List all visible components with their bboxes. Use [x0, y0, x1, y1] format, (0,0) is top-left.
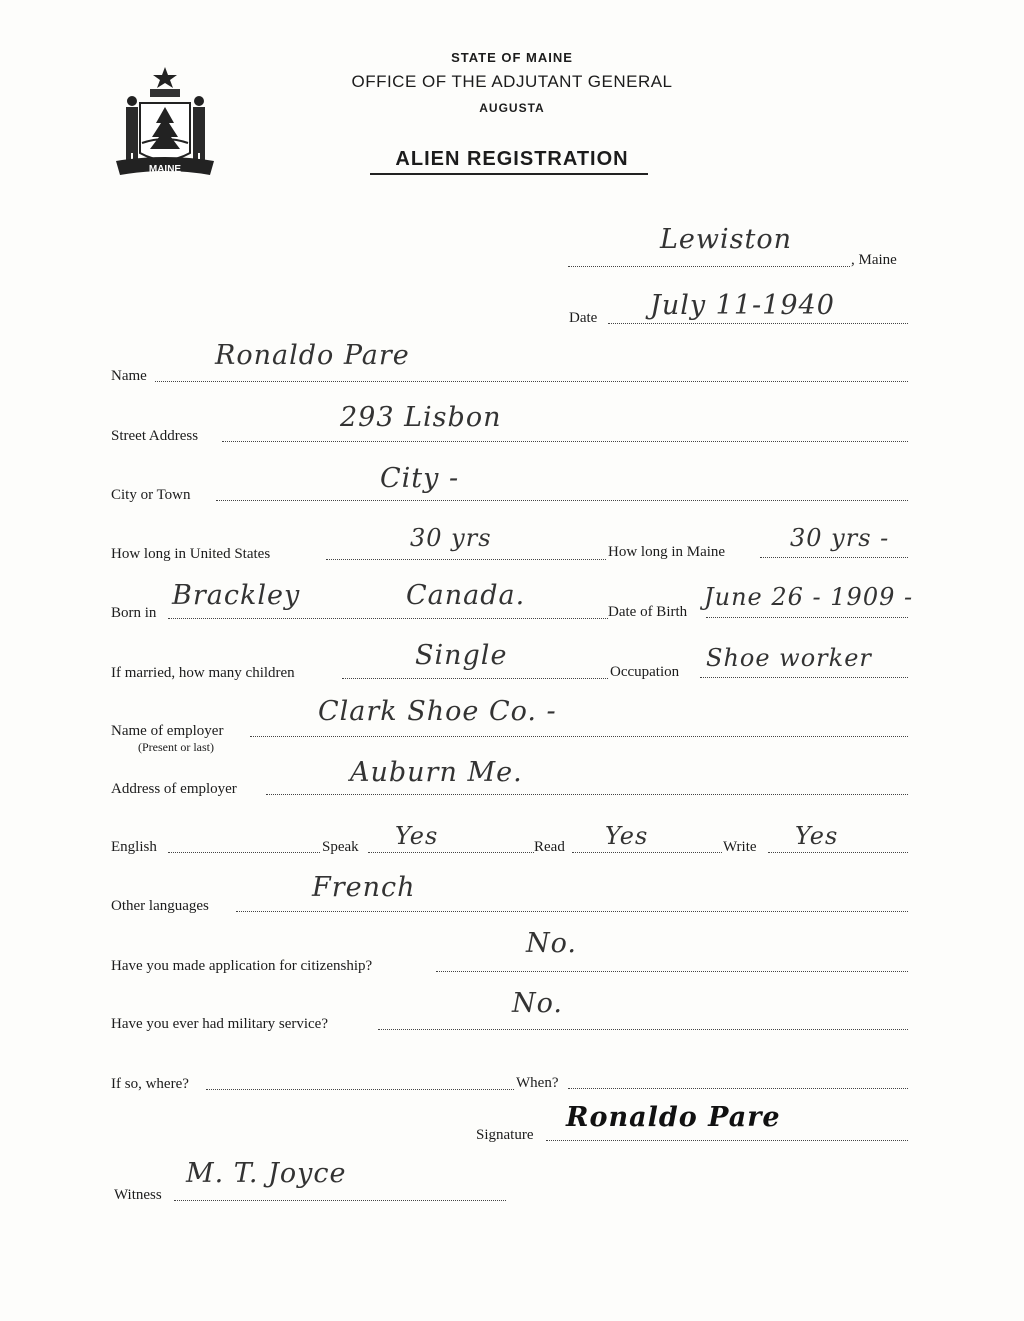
svg-text:MAINE: MAINE — [148, 164, 182, 175]
born-country: Canada. — [406, 580, 526, 611]
military-label: Have you ever had military service? — [111, 1016, 328, 1032]
employer-addr-label: Address of employer — [111, 781, 237, 797]
read-label: Read — [534, 839, 565, 855]
speak-value: Yes — [395, 822, 439, 850]
born-line — [168, 618, 608, 619]
maine-value: Lewiston — [660, 224, 793, 255]
street-line — [222, 441, 908, 442]
speak-line — [368, 852, 534, 853]
children-value: Single — [415, 640, 508, 671]
witness-label: Witness — [114, 1187, 162, 1203]
witness-line — [174, 1200, 506, 1201]
english-label: English — [111, 839, 157, 855]
born-label: Born in — [111, 605, 157, 621]
write-value: Yes — [795, 822, 839, 850]
write-label: Write — [723, 839, 757, 855]
children-line — [342, 678, 608, 679]
city-label: City or Town — [111, 487, 191, 503]
read-line — [572, 852, 722, 853]
employer-sub: (Present or last) — [138, 740, 214, 754]
maine-long-label: How long in Maine — [608, 544, 726, 560]
where-label: If so, where? — [111, 1076, 189, 1092]
employer-addr-line — [266, 794, 908, 795]
when-line — [568, 1088, 908, 1089]
title-underline — [370, 173, 648, 175]
occupation-line — [700, 677, 908, 678]
maine-line — [568, 266, 850, 267]
speak-label: Speak — [322, 839, 359, 855]
employer-line — [250, 736, 908, 737]
occupation-value: Shoe worker — [706, 644, 872, 672]
other-lang-line — [236, 911, 908, 912]
us-line — [326, 559, 606, 560]
street-label: Street Address — [111, 428, 199, 444]
form-title: ALIEN REGISTRATION — [395, 148, 629, 170]
military-value: No. — [512, 988, 563, 1019]
english-line — [168, 852, 320, 853]
write-line — [768, 852, 908, 853]
read-value: Yes — [605, 822, 649, 850]
name-value: Ronaldo Pare — [215, 340, 410, 371]
employer-value: Clark Shoe Co. - — [318, 696, 557, 727]
dob-line — [706, 617, 908, 618]
signature-label: Signature — [476, 1127, 534, 1143]
us-value: 30 yrs — [410, 524, 492, 552]
maine-long-value: 30 yrs - — [790, 524, 890, 552]
header-city: AUGUSTA — [479, 101, 545, 115]
other-lang-value: French — [312, 872, 416, 903]
us-label: How long in United States — [111, 546, 271, 562]
citizenship-line — [436, 971, 908, 972]
military-line — [378, 1029, 908, 1030]
employer-addr-value: Auburn Me. — [350, 757, 523, 788]
occupation-label: Occupation — [610, 664, 680, 680]
born-value: Brackley — [172, 580, 301, 611]
street-value: 293 Lisbon — [340, 402, 502, 433]
maine-long-line — [760, 557, 908, 558]
dob-label: Date of Birth — [608, 604, 688, 620]
when-label: When? — [516, 1075, 559, 1091]
signature-line — [546, 1140, 908, 1141]
name-line — [155, 381, 908, 382]
date-value: July 11-1940 — [650, 290, 835, 321]
header-office: OFFICE OF THE ADJUTANT GENERAL — [351, 72, 673, 91]
header-state: STATE OF MAINE — [451, 50, 573, 65]
children-label: If married, how many children — [111, 665, 295, 681]
date-line — [608, 323, 908, 324]
witness-value: M. T. Joyce — [186, 1158, 347, 1189]
signature-value: Ronaldo Pare — [566, 1102, 781, 1133]
citizenship-value: No. — [526, 928, 577, 959]
employer-label: Name of employer — [111, 723, 224, 739]
maine-label: , Maine — [851, 252, 897, 268]
name-label: Name — [111, 368, 147, 384]
citizenship-label: Have you made application for citizenship? — [111, 958, 373, 974]
where-line — [206, 1089, 514, 1090]
other-lang-label: Other languages — [111, 898, 209, 914]
date-label: Date — [569, 310, 598, 326]
dob-value: June 26 - 1909 - — [704, 583, 914, 611]
city-value: City - — [380, 463, 460, 494]
city-line — [216, 500, 908, 501]
